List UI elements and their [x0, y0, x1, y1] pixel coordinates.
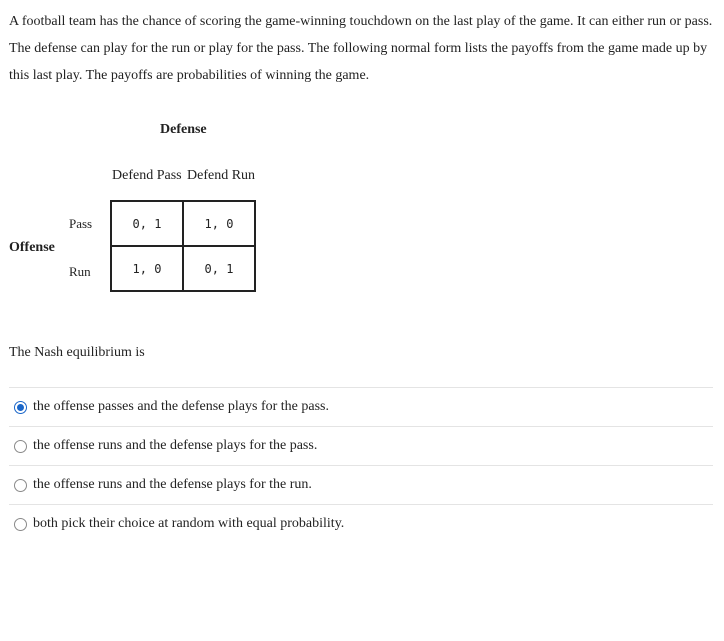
answer-option-1[interactable]	[9, 387, 713, 426]
answer-option-label: the offense passes and the defense plays for the pass.	[33, 399, 329, 414]
question-prompt: The Nash equilibrium is	[9, 345, 145, 360]
radio-button-2[interactable]	[14, 440, 27, 453]
radio-button-3[interactable]	[14, 479, 27, 492]
table-row	[111, 201, 255, 246]
answer-option-label: the offense runs and the defense plays for the run.	[33, 477, 312, 492]
answer-option-label: the offense runs and the defense plays for the pass.	[33, 438, 318, 453]
answer-option-label: both pick their choice at random with equal probability.	[33, 516, 345, 531]
radio-button-4[interactable]	[14, 518, 27, 531]
answer-option-3[interactable]	[9, 465, 713, 504]
row-header-pass: Pass	[69, 216, 93, 231]
answer-option-4[interactable]	[9, 504, 713, 543]
column-player-label: Defense	[160, 122, 207, 137]
answer-option-2[interactable]	[9, 426, 713, 465]
column-header-defend-pass: Defend Pass	[112, 168, 182, 183]
table-row	[111, 246, 255, 291]
column-header-defend-run: Defend Run	[187, 168, 256, 183]
row-header-run: Run	[69, 264, 91, 279]
payoff-cell: 1, 0	[111, 246, 183, 291]
payoff-cell: 0, 1	[111, 201, 183, 246]
row-player-label: Offense	[9, 240, 55, 255]
payoff-cell: 1, 0	[183, 201, 255, 246]
radio-button-1[interactable]	[14, 401, 27, 414]
question-text: A football team has the chance of scoring the game-winning touchdown on the last play of the game. It can either run or pass. The defense can play for the run or play for the pass. The following normal form lists the payoffs from the game made up by this last play. The payoffs are probabilities of winning the game.	[9, 14, 713, 83]
payoff-cell: 0, 1	[183, 246, 255, 291]
answer-options	[9, 387, 713, 543]
payoff-table	[110, 200, 256, 292]
